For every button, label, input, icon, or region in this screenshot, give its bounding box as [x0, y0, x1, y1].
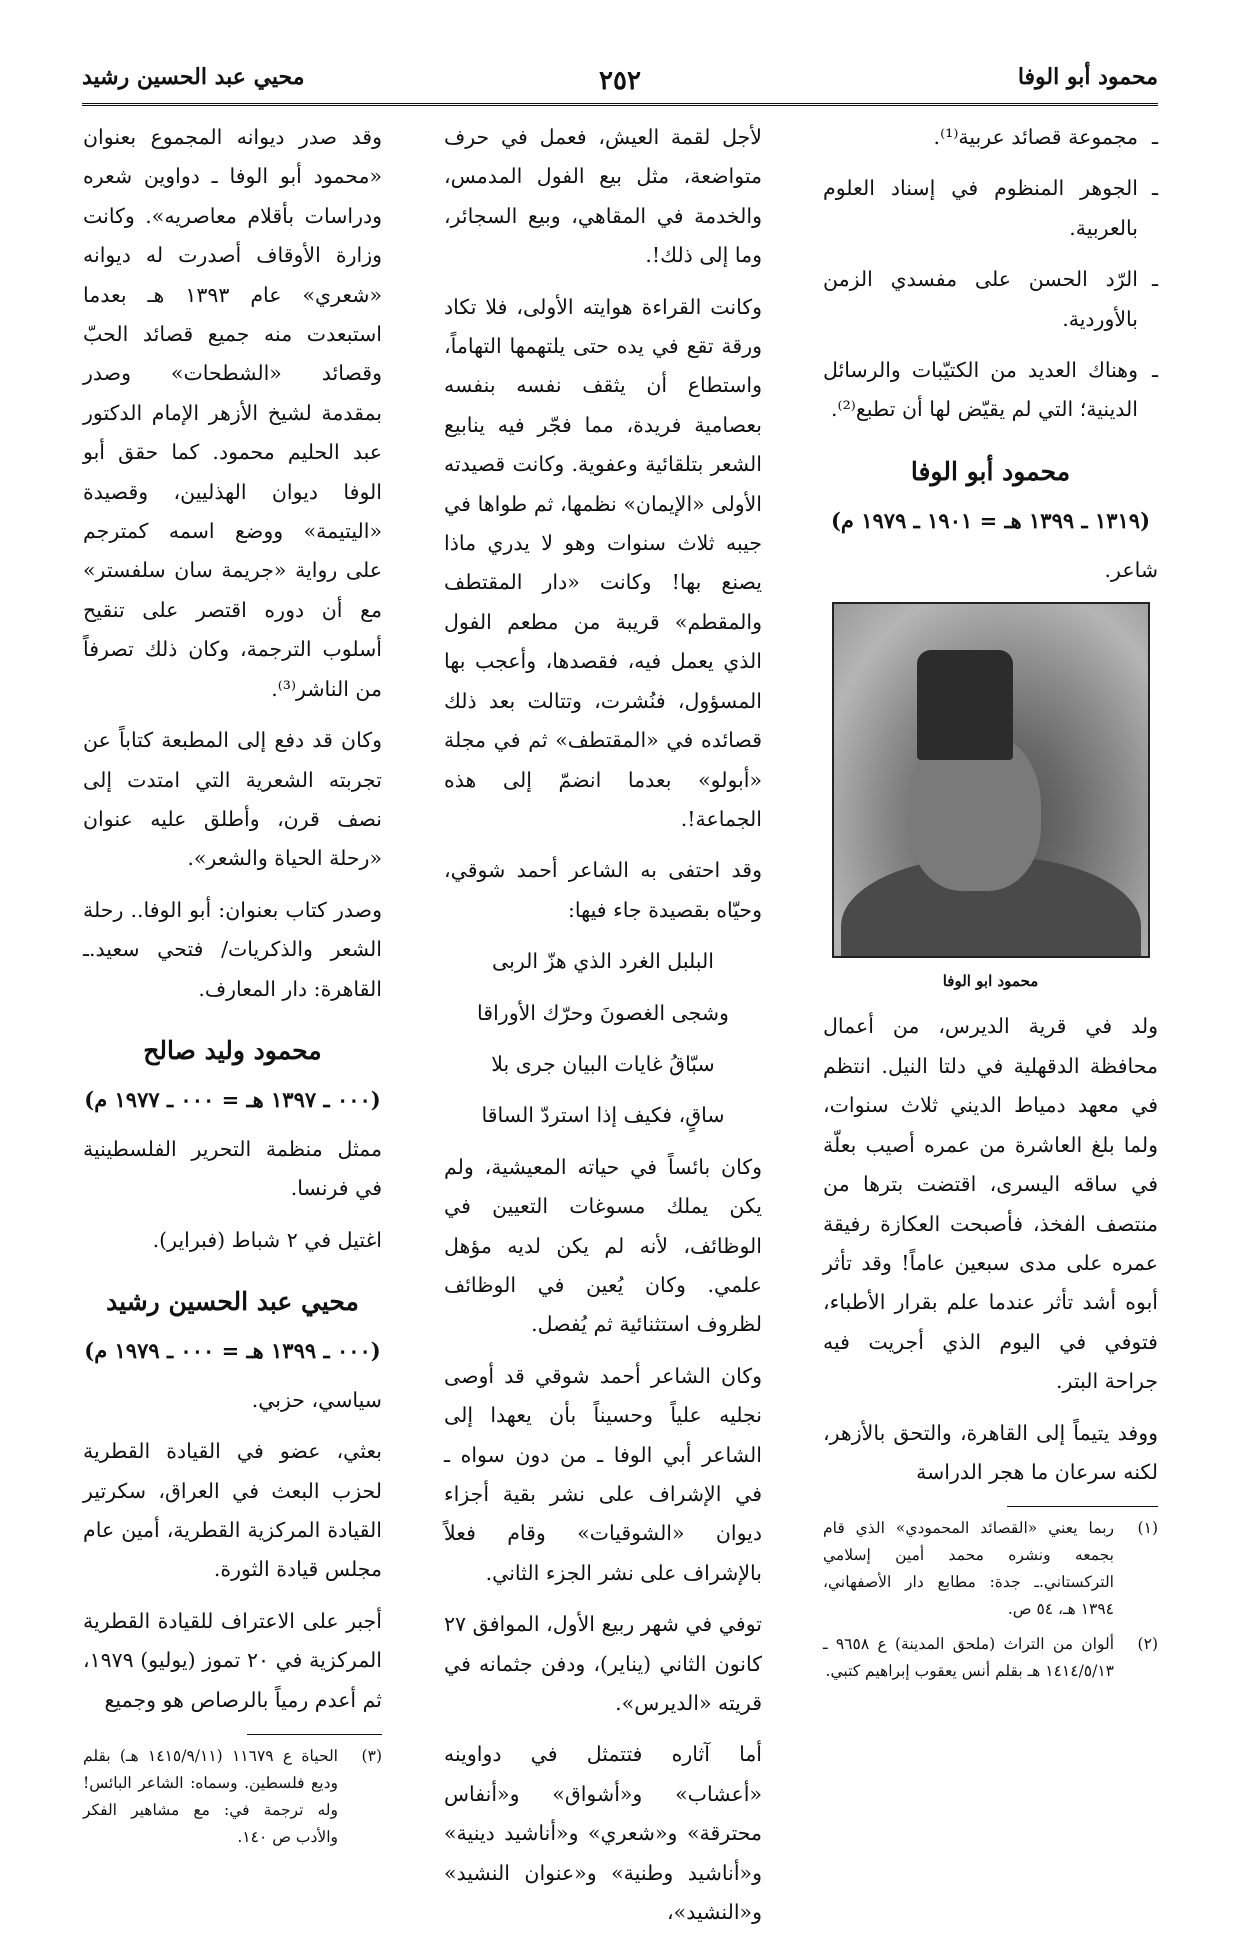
- body-paragraph: اغتيل في ٢ شباط (فبراير).: [152, 1227, 382, 1252]
- portrait-photo: [832, 602, 1150, 958]
- body-paragraph: وقد احتفى به الشاعر أحمد شوقي، وحيّاه بقصيدة جاء فيها:: [444, 858, 762, 922]
- column-right: [823, 118, 1158, 1693]
- column-middle: [444, 118, 762, 1944]
- column-left: [83, 118, 382, 1859]
- footnote-number: (١): [1137, 1519, 1158, 1538]
- list-item: ـ مجموعة قصائد عربية⁽¹⁾.: [823, 118, 1158, 157]
- entry-dates: (٠٠٠ ـ ١٣٩٩ هـ = ٠٠٠ ـ ١٩٧٩ م): [84, 1338, 381, 1364]
- body-paragraph: أما آثاره فتتمثل في دواوينه «أعشاب» و«أشواق» و«أنفاس محترقة» و«شعري» و«أناشيد دينية» و«أناشيد وطنية» و«عنوان النشيد» و«النشيد»،: [444, 1742, 762, 1925]
- body-paragraph: ووفد يتيماً إلى القاهرة، والتحق بالأزهر، لكنه سرعان ما هجر الدراسة: [823, 1420, 1158, 1484]
- poem-line: وشجى الغصونَ وحرّك الأوراقا: [477, 1000, 729, 1025]
- entry-title: محمود أبو الوفا: [910, 456, 1071, 486]
- entry-occupation: شاعر.: [1104, 557, 1158, 582]
- header-rule: [82, 103, 1158, 106]
- body-paragraph: ولد في قرية الديرس، من أعمال محافظة الدقهلية في دلتا النيل. انتظم في معهد دمياط الديني ثلاث سنوات، ولما بلغ العاشرة من عمره أصيب بعلّة في ساقه اليسرى، اقتضت بترها من منتصف الفخذ، فأصبحت العكازة رفيقة عمره على مدى سبعين عاماً! وقد تأثر أبوه أشد تأثر عندما علم بقرار الأطباء، فتوفي في اليوم الذي أجريت فيه جراحة البتر.: [823, 1014, 1158, 1394]
- entry-dates: (١٣١٩ ـ ١٣٩٩ هـ = ١٩٠١ ـ ١٩٧٩ م): [830, 508, 1150, 534]
- header-right-title: محمود أبو الوفا: [1017, 64, 1158, 90]
- footnote-text: الحياة ع ١١٦٧٩ (١٤١٥/٩/١١ هـ) بقلم وديع فلسطين. وسماه: الشاعر البائس! وله ترجمة في: مع مشاهير الفكر والأدب ص ١٤٠.: [83, 1747, 338, 1847]
- body-paragraph: وكان الشاعر أحمد شوقي قد أوصى نجليه علياً وحسيناً بأن يعهدا إلى الشاعر أبي الوفا ـ من دون سواه ـ في الإشراف على نشر بقية أجزاء ديوان «الشوقيات» وقام فعلاً بالإشراف على نشر الجزء الثاني.: [444, 1363, 762, 1585]
- body-paragraph: وكان قد دفع إلى المطبعة كتاباً عن تجربته الشعرية التي امتدت إلى نصف قرن، وأطلق عليه عنوان «رحلة الحياة والشعر».: [83, 728, 382, 871]
- body-paragraph: بعثي، عضو في القيادة القطرية لحزب البعث في العراق، سكرتير القيادة المركزية القطرية، أمين عام مجلس قيادة الثورة.: [83, 1439, 382, 1582]
- footnote-rule: [247, 1734, 382, 1735]
- list-item: ـ الرّد الحسن على مفسدي الزمن بالأوردية.: [823, 260, 1158, 339]
- poem-line: البلبل الغرد الذي هزّ الربى: [492, 949, 714, 974]
- body-paragraph: سياسي، حزبي.: [251, 1387, 382, 1412]
- poem-line: ساقٍ، فكيف إذا استردّ الساقا: [481, 1103, 725, 1128]
- photo-fez: [917, 650, 1013, 760]
- body-paragraph: وقد صدر ديوانه المجموع بعنوان «محمود أبو الوفا ـ دواوين شعره ودراسات بأقلام معاصريه». وكانت وزارة الأوقاف أصدرت له ديوانه «شعري» عام ١٣٩٣ هـ بعدما استبعدت منه جميع قصائد الحبّ وقصائد «الشطحات» وصدر بمقدمة لشيخ الأزهر الإمام الدكتور عبد الحليم محمود. كما حقق أبو الوفا ديوان الهذليين، وقصيدة «اليتيمة» ووضع اسمه كمترجم على رواية «جريمة سان سلفستر» مع أن دوره اقتصر على تنقيح أسلوب الترجمة، وكان ذلك تصرفاً من الناشر⁽³⁾.: [83, 125, 382, 701]
- body-paragraph: توفي في شهر ربيع الأول، الموافق ٢٧ كانون الثاني (يناير)، ودفن جثمانه في قريته «الديرس».: [444, 1612, 762, 1716]
- page-number: ٢٥٢: [599, 66, 641, 96]
- list-item: ـ وهناك العديد من الكتيّبات والرسائل الدينية؛ التي لم يقيّض لها أن تطبع⁽²⁾.: [823, 351, 1158, 430]
- body-paragraph: ممثل منظمة التحرير الفلسطينية في فرنسا.: [83, 1136, 382, 1201]
- body-paragraph: أجبر على الاعتراف للقيادة القطرية المركزية في ٢٠ تموز (يوليو) ١٩٧٩، ثم أعدم رمياً بالرصاص هو وجميع: [83, 1608, 382, 1712]
- footnote-number: (٣): [361, 1747, 382, 1766]
- poem-line: سبّاقُ غايات البيان جرى بلا: [491, 1051, 715, 1076]
- body-paragraph: وكان بائساً في حياته المعيشية، ولم يكن يملك مسوغات التعيين في الوظائف، لأنه لم يكن لديه مؤهل علمي. وكان يُعين في الوظائف لظروف استثنائية ثم يُفصل.: [444, 1154, 762, 1337]
- footnote-text: ألوان من التراث (ملحق المدينة) ع ٩٦٥٨ ـ ١٤١٤/٥/١٣ هـ بقلم أنس يعقوب إبراهيم كتبي.: [823, 1635, 1115, 1681]
- body-paragraph: لأجل لقمة العيش، فعمل في حرف متواضعة، مثل بيع الفول المدمس، والخدمة في المقاهي، وبيع السجائر، وما إلى ذلك!.: [444, 125, 762, 268]
- entry-dates: (٠٠٠ ـ ١٣٩٧ هـ = ٠٠٠ ـ ١٩٧٧ م): [84, 1087, 381, 1113]
- header-left-title: محيي عبد الحسين رشيد: [82, 64, 305, 90]
- entry-title: محمود وليد صالح: [143, 1035, 322, 1065]
- entry-title: محيي عبد الحسين رشيد: [106, 1286, 359, 1316]
- list-item: ـ الجوهر المنظوم في إسناد العلوم بالعربية.: [823, 169, 1158, 248]
- footnote: [823, 1631, 1158, 1685]
- body-paragraph: وصدر كتاب بعنوان: أبو الوفا.. رحلة الشعر والذكريات/ فتحي سعيد.ـ القاهرة: دار المعارف.: [83, 897, 382, 1001]
- photo-caption: محمود ابو الوفا: [942, 972, 1039, 991]
- footnote: [83, 1743, 382, 1851]
- footnote-number: (٢): [1137, 1635, 1158, 1654]
- footnote-text: ربما يعني «القصائد المحمودي» الذي قام بجمعه ونشره محمد أمين إسلامي التركستاني.ـ جدة: مطابع دار الأصفهاني، ١٣٩٤ هـ، ٥٤ ص.: [823, 1519, 1114, 1619]
- footnote: [823, 1515, 1158, 1623]
- running-header: [82, 64, 1158, 104]
- footnote-rule: [1007, 1506, 1158, 1507]
- body-paragraph: وكانت القراءة هوايته الأولى، فلا تكاد ورقة تقع في يده حتى يلتهمها التهاماً، واستطاع أن يثقف نفسه بنفسه بعصامية فريدة، مما فجّر فيه ينابيع الشعر بتلقائية وعفوية. وكانت قصيدته الأولى «الإيمان» نظمها، ثم طواها في جيبه ثلاث سنوات وهو لا يدري ماذا يصنع بها! وكانت «دار المقتطف والمقطم» قريبة من مطعم الفول الذي يعمل فيه، فقصدها، وأعجب بها المسؤول، فنُشرت، وتتالت بعد ذلك قصائده في «المقتطف» ثم في مجلة «أبولو» بعدما انضمّ إلى هذه الجماعة!.: [444, 294, 762, 831]
